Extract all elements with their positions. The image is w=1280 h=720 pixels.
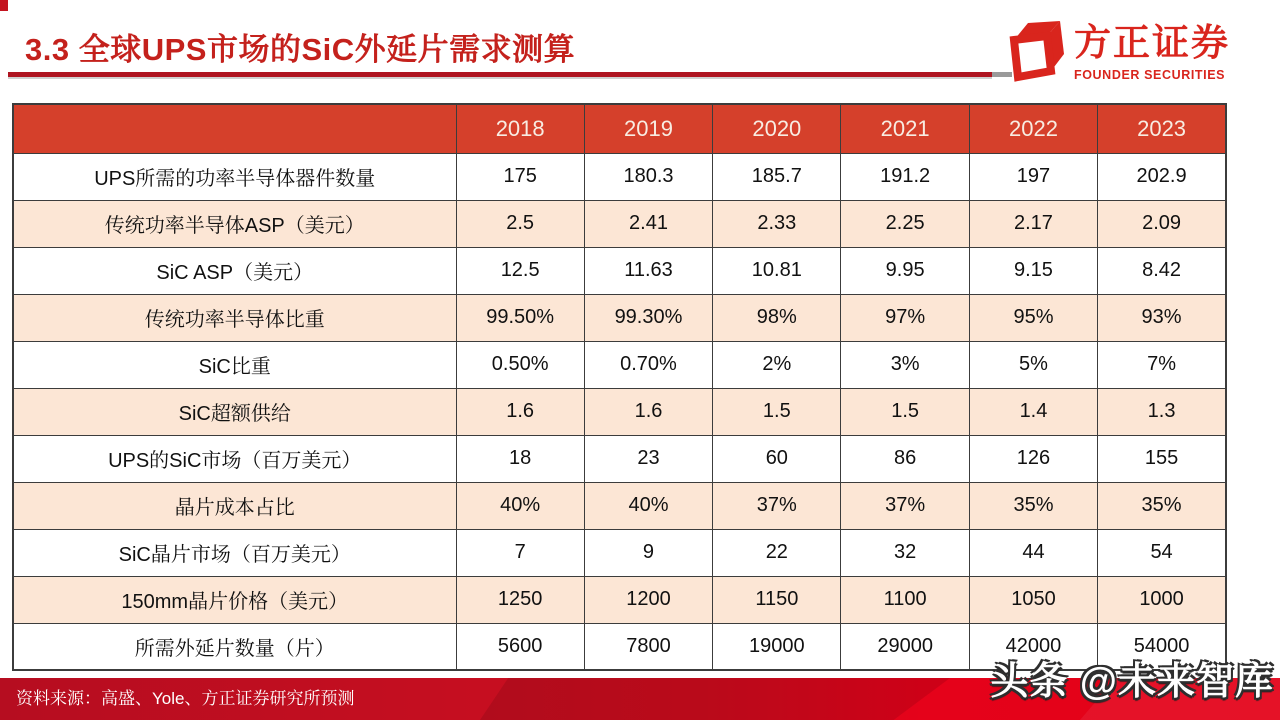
value-cell: 32 [841,529,969,576]
value-cell: 180.3 [584,153,712,200]
value-cell: 23 [584,435,712,482]
table-row [13,247,1226,294]
table-row [13,341,1226,388]
page-title: 3.3 全球UPS市场的SiC外延片需求测算 [25,32,576,67]
value-cell: 1100 [841,576,969,623]
value-cell: 7800 [584,623,712,670]
year-header-cell: 2018 [456,104,584,153]
value-cell: 35% [1098,482,1226,529]
value-cell: 37% [841,482,969,529]
year-header-blank [13,104,456,153]
value-cell: 2.33 [713,200,841,247]
value-cell: 12.5 [456,247,584,294]
table-row [13,482,1226,529]
value-cell: 1.5 [841,388,969,435]
value-cell: 126 [969,435,1097,482]
row-label-cell: UPS所需的功率半导体器件数量 [13,153,456,200]
value-cell: 1050 [969,576,1097,623]
row-label-cell: SiC超额供给 [13,388,456,435]
value-cell: 54 [1098,529,1226,576]
value-cell: 1.5 [713,388,841,435]
corner-accent-mark [0,0,8,11]
value-cell: 0.50% [456,341,584,388]
row-label-cell: 150mm晶片价格（美元） [13,576,456,623]
year-header-cell: 2021 [841,104,969,153]
value-cell: 9 [584,529,712,576]
value-cell: 1250 [456,576,584,623]
row-label-cell: UPS的SiC市场（百万美元） [13,435,456,482]
value-cell: 197 [969,153,1097,200]
value-cell: 54000 [1098,623,1226,670]
value-cell: 97% [841,294,969,341]
year-header-cell: 2023 [1098,104,1226,153]
value-cell: 2.09 [1098,200,1226,247]
value-cell: 1.3 [1098,388,1226,435]
row-label-cell: SiC晶片市场（百万美元） [13,529,456,576]
value-cell: 11.63 [584,247,712,294]
value-cell: 95% [969,294,1097,341]
logo-name-cn: 方正证券 [1074,22,1230,63]
table-row [13,576,1226,623]
value-cell: 2.5 [456,200,584,247]
value-cell: 2.25 [841,200,969,247]
watermark-text: 头条 @未来智库 [990,661,1274,703]
value-cell: 7 [456,529,584,576]
source-note: 资料来源：高盛、Yole、方正证券研究所预测 [16,689,355,708]
value-cell: 1.6 [456,388,584,435]
row-label-cell: 所需外延片数量（片） [13,623,456,670]
value-cell: 18 [456,435,584,482]
value-cell: 29000 [841,623,969,670]
year-header-cell: 2022 [969,104,1097,153]
table-row [13,529,1226,576]
value-cell: 175 [456,153,584,200]
value-cell: 155 [1098,435,1226,482]
title-underline [8,72,992,77]
year-header-cell: 2019 [584,104,712,153]
value-cell: 5% [969,341,1097,388]
sic-demand-table [12,103,1227,671]
value-cell: 2% [713,341,841,388]
cube-front-face [1014,36,1051,77]
logo-text [1074,22,1230,82]
value-cell: 99.30% [584,294,712,341]
cube-logo-icon [1006,16,1066,89]
value-cell: 2.41 [584,200,712,247]
value-cell: 93% [1098,294,1226,341]
value-cell: 35% [969,482,1097,529]
value-cell: 86 [841,435,969,482]
value-cell: 10.81 [713,247,841,294]
value-cell: 202.9 [1098,153,1226,200]
value-cell: 7% [1098,341,1226,388]
value-cell: 191.2 [841,153,969,200]
table-head [13,104,1226,153]
value-cell: 99.50% [456,294,584,341]
value-cell: 42000 [969,623,1097,670]
value-cell: 1.6 [584,388,712,435]
table-row [13,388,1226,435]
value-cell: 1150 [713,576,841,623]
logo-name-en: FOUNDER SECURITIES [1074,67,1226,82]
demand-table-container [12,103,1227,671]
value-cell: 19000 [713,623,841,670]
value-cell: 60 [713,435,841,482]
value-cell: 185.7 [713,153,841,200]
value-cell: 2.17 [969,200,1097,247]
row-label-cell: 传统功率半导体ASP（美元） [13,200,456,247]
value-cell: 9.95 [841,247,969,294]
value-cell: 9.15 [969,247,1097,294]
row-label-cell: SiC比重 [13,341,456,388]
footer-facet-shape [480,678,950,720]
value-cell: 8.42 [1098,247,1226,294]
value-cell: 1200 [584,576,712,623]
value-cell: 5600 [456,623,584,670]
value-cell: 40% [456,482,584,529]
value-cell: 3% [841,341,969,388]
founder-securities-logo [1006,16,1230,89]
value-cell: 22 [713,529,841,576]
table-row [13,153,1226,200]
year-header-cell: 2020 [713,104,841,153]
table-row [13,200,1226,247]
value-cell: 44 [969,529,1097,576]
value-cell: 1.4 [969,388,1097,435]
row-label-cell: 传统功率半导体比重 [13,294,456,341]
table-body [13,153,1226,670]
value-cell: 0.70% [584,341,712,388]
value-cell: 37% [713,482,841,529]
table-head-row [13,104,1226,153]
row-label-cell: SiC ASP（美元） [13,247,456,294]
value-cell: 1000 [1098,576,1226,623]
table-row [13,435,1226,482]
value-cell: 40% [584,482,712,529]
table-row [13,294,1226,341]
row-label-cell: 晶片成本占比 [13,482,456,529]
value-cell: 98% [713,294,841,341]
